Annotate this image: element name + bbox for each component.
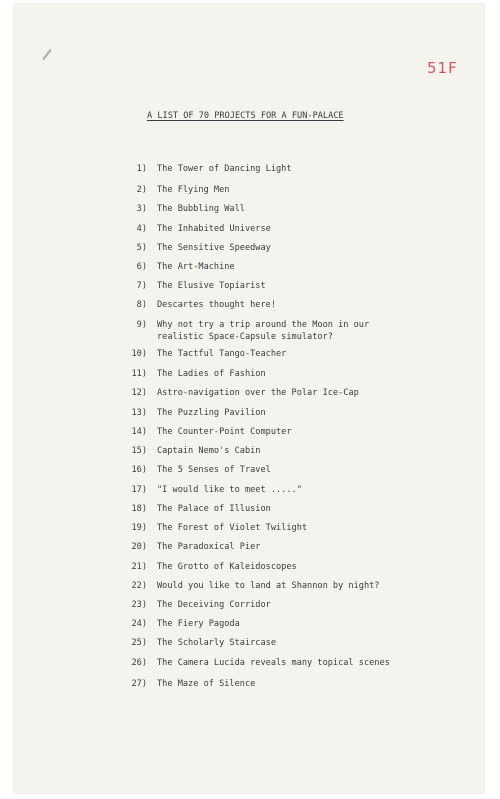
item-number: 22) [131,581,147,591]
document-title: A LIST OF 70 PROJECTS FOR A FUN-PALACE [147,111,344,121]
item-text: The Elusive Topiarist [157,281,266,291]
item-text: The Counter-Point Computer [157,427,292,437]
pencil-mark [42,49,52,60]
item-number: 16) [131,465,147,475]
item-text: The Bubbling Wall [157,204,245,214]
item-number: 26) [131,658,147,668]
item-number: 13) [131,408,147,418]
item-text: The Deceiving Corridor [157,600,271,610]
item-text: Would you like to land at Shannon by night? [157,581,380,591]
archive-number: 51F [427,59,458,77]
item-text: The Scholarly Staircase [157,638,276,648]
item-text: The Sensitive Speedway [157,243,271,253]
item-number: 12) [131,388,147,398]
item-text: The Grotto of Kaleidoscopes [157,562,297,572]
item-number: 4) [136,224,147,234]
item-text: The Ladies of Fashion [157,369,266,379]
item-text: The Puzzling Pavilion [157,408,266,418]
item-text: The Maze of Silence [157,679,256,689]
item-text: The Inhabited Universe [157,224,271,234]
item-text: Astro-navigation over the Polar Ice-Cap [157,388,359,398]
item-number: 20) [131,542,147,552]
item-text: The Art-Machine [157,262,235,272]
item-text: The Forest of Violet Twilight [157,523,308,533]
item-number: 19) [131,523,147,533]
item-text: The Palace of Illusion [157,504,271,514]
item-number: 23) [131,600,147,610]
item-number: 27) [131,679,147,689]
item-text: The Paradoxical Pier [157,542,261,552]
item-number: 21) [131,562,147,572]
item-number: 3) [136,204,147,214]
document-page [14,4,484,793]
item-text: The Flying Men [157,185,230,195]
item-number: 10) [131,349,147,359]
item-text: Why not try a trip around the Moon in our realistic Space-Capsule simulator? [157,320,370,342]
item-number: 8) [136,300,147,310]
item-text: The Tactful Tango-Teacher [157,349,287,359]
item-text: The Camera Lucida reveals many topical scenes [157,658,390,668]
item-number: 2) [136,185,147,195]
item-number: 24) [131,619,147,629]
item-text: Captain Nemo's Cabin [157,446,261,456]
item-number: 6) [136,262,147,272]
item-text: "I would like to meet ....." [157,485,302,495]
item-number: 7) [136,281,147,291]
item-text: The Fiery Pagoda [157,619,240,629]
item-number: 9) [136,320,147,330]
item-number: 5) [136,243,147,253]
item-text: Descartes thought here! [157,300,276,310]
item-text: The Tower of Dancing Light [157,164,292,174]
item-number: 1) [136,164,147,174]
item-number: 18) [131,504,147,514]
item-number: 11) [131,369,147,379]
item-text: The 5 Senses of Travel [157,465,271,475]
item-number: 17) [131,485,147,495]
item-number: 25) [131,638,147,648]
item-number: 14) [131,427,147,437]
item-number: 15) [131,446,147,456]
